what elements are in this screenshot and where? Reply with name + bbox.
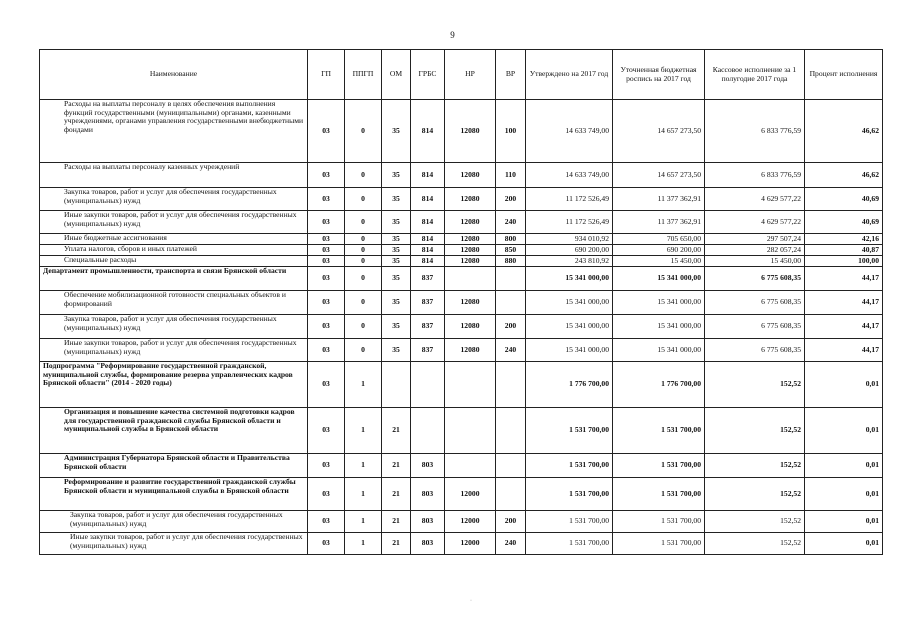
row-nr: 12080 bbox=[445, 339, 496, 362]
row-revised: 15 450,00 bbox=[613, 256, 705, 267]
row-om: 35 bbox=[382, 188, 411, 211]
header-nr: НР bbox=[445, 50, 496, 100]
row-approved: 15 341 000,00 bbox=[526, 267, 613, 291]
row-revised: 15 341 000,00 bbox=[613, 267, 705, 291]
row-nr: 12080 bbox=[445, 245, 496, 256]
table-body bbox=[40, 100, 883, 555]
row-percent: 100,00 bbox=[805, 256, 883, 267]
row-gp: 03 bbox=[308, 211, 345, 234]
row-cash: 152,52 bbox=[705, 362, 805, 408]
row-cash: 6 833 776,59 bbox=[705, 163, 805, 188]
row-revised: 705 650,00 bbox=[613, 234, 705, 245]
row-approved: 15 341 000,00 bbox=[526, 291, 613, 315]
row-name: Расходы на выплаты персоналу в целях обеспечения выполнения функций государственными (муниципальными) органами, казенными учреждениями, органами управления государственными внебюджетными фондами bbox=[40, 100, 308, 163]
row-approved: 15 341 000,00 bbox=[526, 339, 613, 362]
row-name: Расходы на выплаты персоналу казенных учреждений bbox=[40, 163, 308, 188]
row-gp: 03 bbox=[308, 163, 345, 188]
row-grbs bbox=[411, 362, 445, 408]
row-cash: 6 775 608,35 bbox=[705, 267, 805, 291]
row-revised: 1 531 700,00 bbox=[613, 533, 705, 555]
row-grbs: 837 bbox=[411, 339, 445, 362]
row-om: 35 bbox=[382, 315, 411, 339]
row-grbs: 803 bbox=[411, 478, 445, 511]
row-percent: 46,62 bbox=[805, 100, 883, 163]
row-approved: 690 200,00 bbox=[526, 245, 613, 256]
row-ppgp: 0 bbox=[345, 234, 382, 245]
row-percent: 0,01 bbox=[805, 454, 883, 478]
row-vr: 850 bbox=[496, 245, 526, 256]
row-vr: 240 bbox=[496, 339, 526, 362]
row-nr: 12000 bbox=[445, 533, 496, 555]
header-percent: Процент исполнения bbox=[805, 50, 883, 100]
row-ppgp: 0 bbox=[345, 256, 382, 267]
row-ppgp: 1 bbox=[345, 533, 382, 555]
header-grbs: ГРБС bbox=[411, 50, 445, 100]
table-row bbox=[40, 267, 883, 291]
row-grbs: 837 bbox=[411, 315, 445, 339]
row-cash: 152,52 bbox=[705, 408, 805, 454]
row-percent: 46,62 bbox=[805, 163, 883, 188]
row-cash: 6 775 608,35 bbox=[705, 315, 805, 339]
row-name: Подпрограмма "Реформирование государственной гражданской, муниципальной службы, формирование резерва управленческих кадров Брянской области" (2014 - 2020 годы) bbox=[40, 362, 308, 408]
row-nr bbox=[445, 267, 496, 291]
table-row bbox=[40, 533, 883, 555]
row-cash: 297 507,24 bbox=[705, 234, 805, 245]
row-approved: 11 172 526,49 bbox=[526, 211, 613, 234]
row-ppgp: 0 bbox=[345, 211, 382, 234]
row-ppgp: 0 bbox=[345, 100, 382, 163]
row-name: Закупка товаров, работ и услуг для обеспечения государственных (муниципальных) нужд bbox=[40, 315, 308, 339]
row-gp: 03 bbox=[308, 315, 345, 339]
row-cash: 4 629 577,22 bbox=[705, 188, 805, 211]
header-cash: Кассовое исполнение за 1 полугодие 2017 года bbox=[705, 50, 805, 100]
header-om: ОМ bbox=[382, 50, 411, 100]
row-percent: 44,17 bbox=[805, 339, 883, 362]
row-percent: 40,69 bbox=[805, 188, 883, 211]
row-cash: 15 450,00 bbox=[705, 256, 805, 267]
header-approved: Утверждено на 2017 год bbox=[526, 50, 613, 100]
row-om: 21 bbox=[382, 533, 411, 555]
row-revised: 1 531 700,00 bbox=[613, 408, 705, 454]
row-vr: 110 bbox=[496, 163, 526, 188]
row-vr: 100 bbox=[496, 100, 526, 163]
row-grbs: 837 bbox=[411, 267, 445, 291]
row-revised: 1 531 700,00 bbox=[613, 454, 705, 478]
row-percent: 40,87 bbox=[805, 245, 883, 256]
row-approved: 11 172 526,49 bbox=[526, 188, 613, 211]
table-row bbox=[40, 245, 883, 256]
row-vr: 240 bbox=[496, 533, 526, 555]
row-om: 21 bbox=[382, 478, 411, 511]
table-row bbox=[40, 234, 883, 245]
row-ppgp: 1 bbox=[345, 362, 382, 408]
row-name: Организация и повышение качества системной подготовки кадров для государственной гражданской службы Брянской области и муниципальной службы в Брянской области bbox=[40, 408, 308, 454]
table-row bbox=[40, 163, 883, 188]
row-om: 21 bbox=[382, 454, 411, 478]
row-nr: 12080 bbox=[445, 234, 496, 245]
row-name: Иные бюджетные ассигнования bbox=[40, 234, 308, 245]
row-revised: 690 200,00 bbox=[613, 245, 705, 256]
budget-execution-table bbox=[39, 49, 883, 555]
table-row bbox=[40, 211, 883, 234]
table-row bbox=[40, 408, 883, 454]
row-approved: 14 633 749,00 bbox=[526, 100, 613, 163]
row-nr: 12080 bbox=[445, 291, 496, 315]
row-revised: 14 657 273,50 bbox=[613, 163, 705, 188]
header-revised: Уточненная бюджетная роспись на 2017 год bbox=[613, 50, 705, 100]
row-percent: 42,16 bbox=[805, 234, 883, 245]
row-nr: 12000 bbox=[445, 478, 496, 511]
row-nr: 12080 bbox=[445, 315, 496, 339]
row-name: Уплата налогов, сборов и иных платежей bbox=[40, 245, 308, 256]
row-name: Иные закупки товаров, работ и услуг для обеспечения государственных (муниципальных) нужд bbox=[40, 211, 308, 234]
table-row bbox=[40, 100, 883, 163]
row-gp: 03 bbox=[308, 408, 345, 454]
row-nr: 12080 bbox=[445, 256, 496, 267]
row-om: 21 bbox=[382, 511, 411, 533]
table-row bbox=[40, 362, 883, 408]
header-vr: ВР bbox=[496, 50, 526, 100]
row-gp: 03 bbox=[308, 533, 345, 555]
header-ppgp: ППГП bbox=[345, 50, 382, 100]
row-grbs: 814 bbox=[411, 163, 445, 188]
row-nr: 12080 bbox=[445, 211, 496, 234]
row-cash: 152,52 bbox=[705, 478, 805, 511]
row-grbs: 814 bbox=[411, 245, 445, 256]
row-name: Администрация Губернатора Брянской области и Правительства Брянской области bbox=[40, 454, 308, 478]
row-percent: 0,01 bbox=[805, 511, 883, 533]
row-approved: 1 531 700,00 bbox=[526, 454, 613, 478]
row-gp: 03 bbox=[308, 478, 345, 511]
row-om: 35 bbox=[382, 256, 411, 267]
row-vr: 200 bbox=[496, 188, 526, 211]
row-percent: 0,01 bbox=[805, 408, 883, 454]
scan-mark: · bbox=[470, 598, 472, 604]
row-ppgp: 1 bbox=[345, 478, 382, 511]
row-ppgp: 0 bbox=[345, 245, 382, 256]
row-nr: 12000 bbox=[445, 511, 496, 533]
row-revised: 15 341 000,00 bbox=[613, 291, 705, 315]
row-nr: 12080 bbox=[445, 100, 496, 163]
row-name: Департамент промышленности, транспорта и связи Брянской области bbox=[40, 267, 308, 291]
row-approved: 15 341 000,00 bbox=[526, 315, 613, 339]
row-vr: 200 bbox=[496, 511, 526, 533]
row-gp: 03 bbox=[308, 339, 345, 362]
row-cash: 6 775 608,35 bbox=[705, 291, 805, 315]
row-om: 35 bbox=[382, 163, 411, 188]
row-cash: 152,52 bbox=[705, 533, 805, 555]
table-row bbox=[40, 256, 883, 267]
row-ppgp: 0 bbox=[345, 163, 382, 188]
row-om: 35 bbox=[382, 100, 411, 163]
row-grbs: 803 bbox=[411, 454, 445, 478]
row-percent: 44,17 bbox=[805, 315, 883, 339]
row-ppgp: 0 bbox=[345, 315, 382, 339]
row-revised: 15 341 000,00 bbox=[613, 315, 705, 339]
row-revised: 1 776 700,00 bbox=[613, 362, 705, 408]
row-vr: 200 bbox=[496, 315, 526, 339]
row-revised: 1 531 700,00 bbox=[613, 511, 705, 533]
row-grbs: 814 bbox=[411, 234, 445, 245]
row-cash: 6 775 608,35 bbox=[705, 339, 805, 362]
row-om: 21 bbox=[382, 408, 411, 454]
row-ppgp: 0 bbox=[345, 188, 382, 211]
row-percent: 40,69 bbox=[805, 211, 883, 234]
row-om: 35 bbox=[382, 245, 411, 256]
row-approved: 243 810,92 bbox=[526, 256, 613, 267]
row-ppgp: 1 bbox=[345, 454, 382, 478]
row-percent: 0,01 bbox=[805, 533, 883, 555]
row-gp: 03 bbox=[308, 454, 345, 478]
row-name: Закупка товаров, работ и услуг для обеспечения государственных (муниципальных) нужд bbox=[40, 511, 308, 533]
row-nr bbox=[445, 408, 496, 454]
row-ppgp: 0 bbox=[345, 267, 382, 291]
row-vr bbox=[496, 362, 526, 408]
row-vr: 240 bbox=[496, 211, 526, 234]
row-ppgp: 0 bbox=[345, 291, 382, 315]
row-percent: 0,01 bbox=[805, 478, 883, 511]
row-revised: 11 377 362,91 bbox=[613, 211, 705, 234]
row-cash: 4 629 577,22 bbox=[705, 211, 805, 234]
row-approved: 1 776 700,00 bbox=[526, 362, 613, 408]
row-cash: 152,52 bbox=[705, 454, 805, 478]
row-gp: 03 bbox=[308, 291, 345, 315]
row-approved: 1 531 700,00 bbox=[526, 408, 613, 454]
row-om: 35 bbox=[382, 211, 411, 234]
row-vr: 880 bbox=[496, 256, 526, 267]
row-om: 35 bbox=[382, 339, 411, 362]
row-cash: 6 833 776,59 bbox=[705, 100, 805, 163]
row-approved: 1 531 700,00 bbox=[526, 511, 613, 533]
row-gp: 03 bbox=[308, 511, 345, 533]
row-revised: 15 341 000,00 bbox=[613, 339, 705, 362]
row-ppgp: 0 bbox=[345, 339, 382, 362]
row-name: Иные закупки товаров, работ и услуг для обеспечения государственных (муниципальных) нужд bbox=[40, 533, 308, 555]
row-nr bbox=[445, 454, 496, 478]
row-om: 35 bbox=[382, 234, 411, 245]
row-revised: 14 657 273,50 bbox=[613, 100, 705, 163]
row-name: Специальные расходы bbox=[40, 256, 308, 267]
row-gp: 03 bbox=[308, 100, 345, 163]
row-gp: 03 bbox=[308, 245, 345, 256]
row-om: 35 bbox=[382, 267, 411, 291]
table-row bbox=[40, 188, 883, 211]
row-gp: 03 bbox=[308, 256, 345, 267]
header-name: Наименование bbox=[40, 50, 308, 100]
table-row bbox=[40, 454, 883, 478]
row-grbs: 837 bbox=[411, 291, 445, 315]
row-gp: 03 bbox=[308, 267, 345, 291]
table-row bbox=[40, 339, 883, 362]
row-om: 35 bbox=[382, 291, 411, 315]
row-grbs: 814 bbox=[411, 100, 445, 163]
table-row bbox=[40, 478, 883, 511]
row-name: Закупка товаров, работ и услуг для обеспечения государственных (муниципальных) нужд bbox=[40, 188, 308, 211]
row-grbs: 814 bbox=[411, 188, 445, 211]
row-nr: 12080 bbox=[445, 163, 496, 188]
row-name: Реформирование и развитие государственной гражданской службы Брянской области и муниципальной службы в Брянской области bbox=[40, 478, 308, 511]
row-name: Обеспечение мобилизационной готовности специальных объектов и формирований bbox=[40, 291, 308, 315]
row-name: Иные закупки товаров, работ и услуг для обеспечения государственных (муниципальных) нужд bbox=[40, 339, 308, 362]
row-grbs: 803 bbox=[411, 511, 445, 533]
row-ppgp: 1 bbox=[345, 408, 382, 454]
table-header-row bbox=[40, 50, 883, 100]
table-row bbox=[40, 511, 883, 533]
row-ppgp: 1 bbox=[345, 511, 382, 533]
row-percent: 0,01 bbox=[805, 362, 883, 408]
row-gp: 03 bbox=[308, 362, 345, 408]
row-approved: 1 531 700,00 bbox=[526, 478, 613, 511]
row-vr bbox=[496, 291, 526, 315]
row-grbs: 803 bbox=[411, 533, 445, 555]
row-percent: 44,17 bbox=[805, 291, 883, 315]
table-row bbox=[40, 291, 883, 315]
row-om bbox=[382, 362, 411, 408]
row-gp: 03 bbox=[308, 188, 345, 211]
row-revised: 11 377 362,91 bbox=[613, 188, 705, 211]
row-nr bbox=[445, 362, 496, 408]
row-nr: 12080 bbox=[445, 188, 496, 211]
row-grbs bbox=[411, 408, 445, 454]
row-cash: 282 057,24 bbox=[705, 245, 805, 256]
table-row bbox=[40, 315, 883, 339]
row-vr bbox=[496, 267, 526, 291]
row-vr bbox=[496, 454, 526, 478]
row-percent: 44,17 bbox=[805, 267, 883, 291]
row-approved: 1 531 700,00 bbox=[526, 533, 613, 555]
row-approved: 934 010,92 bbox=[526, 234, 613, 245]
page-number: 9 bbox=[450, 30, 455, 40]
row-gp: 03 bbox=[308, 234, 345, 245]
header-gp: ГП bbox=[308, 50, 345, 100]
row-approved: 14 633 749,00 bbox=[526, 163, 613, 188]
row-vr: 800 bbox=[496, 234, 526, 245]
row-cash: 152,52 bbox=[705, 511, 805, 533]
row-grbs: 814 bbox=[411, 211, 445, 234]
row-revised: 1 531 700,00 bbox=[613, 478, 705, 511]
row-vr bbox=[496, 478, 526, 511]
row-grbs: 814 bbox=[411, 256, 445, 267]
row-vr bbox=[496, 408, 526, 454]
